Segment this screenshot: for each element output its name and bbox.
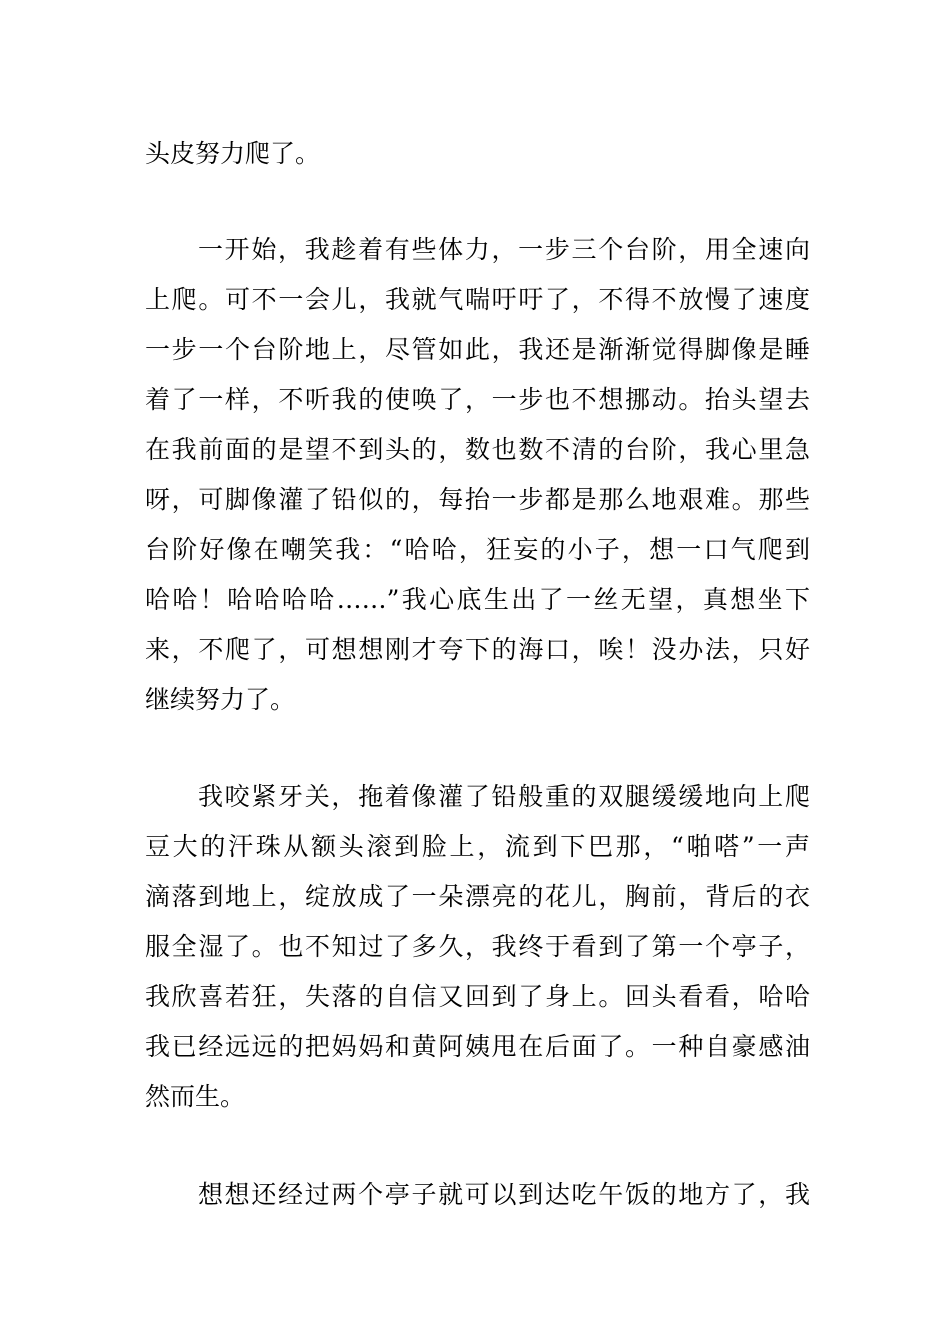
text-line: 哈哈！哈哈哈哈……”我心底生出了一丝无望，真想坐下 [145,585,810,614]
text-line: 着了一样，不听我的使唤了，一步也不想挪动。抬头望去 [145,385,810,414]
text-line: 一步一个台阶地上，尽管如此，我还是渐渐觉得脚像是睡 [145,335,810,364]
text-line: 服全湿了。也不知过了多久，我终于看到了第一个亭子， [145,932,810,961]
text-line: 继续努力了。 [145,685,296,714]
text-line: 头皮努力爬了。 [145,139,321,168]
text-line: 我欣喜若狂，失落的自信又回到了身上。回头看看，哈哈 [145,982,810,1011]
text-line: 呀，可脚像灌了铅似的，每抬一步都是那么地艰难。那些 [145,485,810,514]
text-line: 我已经远远的把妈妈和黄阿姨甩在后面了。一种自豪感油 [145,1032,810,1061]
text-line: 台阶好像在嘲笑我：“哈哈，狂妄的小子，想一口气爬到 [145,535,810,564]
text-line: 上爬。可不一会儿，我就气喘吁吁了，不得不放慢了速度 [145,285,810,314]
text-line: 滴落到地上，绽放成了一朵漂亮的花儿，胸前，背后的衣 [145,882,810,911]
text-line: 想想还经过两个亭子就可以到达吃午饭的地方了，我 [198,1180,810,1209]
text-line: 一开始，我趁着有些体力，一步三个台阶，用全速向 [198,235,810,264]
text-line: 然而生。 [145,1082,246,1111]
text-line: 我咬紧牙关，拖着像灌了铅般重的双腿缓缓地向上爬 [198,782,810,811]
text-line: 豆大的汗珠从额头滚到脸上，流到下巴那，“啪嗒”一声 [145,832,810,861]
text-line: 在我前面的是望不到头的，数也数不清的台阶，我心里急 [145,435,810,464]
text-line: 来，不爬了，可想想刚才夸下的海口，唉！没办法，只好 [145,635,810,664]
